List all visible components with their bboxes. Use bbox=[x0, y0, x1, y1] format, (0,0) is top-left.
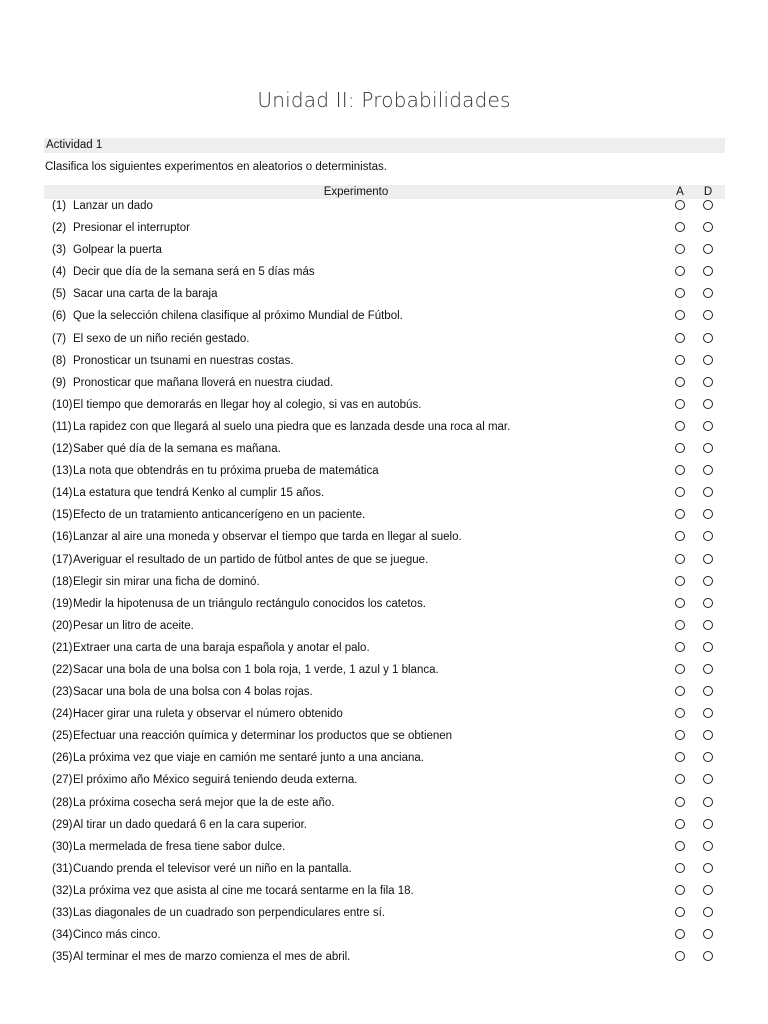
experiment-text: Decir que día de la semana será en 5 días más bbox=[73, 266, 315, 279]
experiment-row bbox=[44, 442, 725, 464]
table-header bbox=[44, 185, 725, 199]
experiment-text: Pesar un litro de aceite. bbox=[73, 619, 194, 632]
radio-determinista[interactable] bbox=[703, 310, 713, 320]
radio-aleatorio[interactable] bbox=[675, 774, 685, 784]
experiment-row bbox=[44, 508, 725, 530]
experiment-number: (14) bbox=[52, 487, 73, 500]
experiment-text: Averiguar el resultado de un partido de fútbol antes de que se juegue. bbox=[73, 553, 429, 566]
experiment-row bbox=[44, 685, 725, 707]
radio-aleatorio[interactable] bbox=[675, 929, 685, 939]
experiment-text: La mermelada de fresa tiene sabor dulce. bbox=[73, 840, 286, 853]
experiment-number: (11) bbox=[52, 420, 72, 433]
experiment-row bbox=[44, 840, 725, 862]
experiment-row bbox=[44, 287, 725, 309]
experiment-text: Golpear la puerta bbox=[73, 244, 162, 257]
experiment-list bbox=[44, 199, 725, 972]
radio-aleatorio[interactable] bbox=[675, 443, 685, 453]
header-d: D bbox=[703, 186, 713, 198]
radio-determinista[interactable] bbox=[703, 443, 713, 453]
experiment-text: Efecto de un tratamiento anticancerígeno en un paciente. bbox=[73, 509, 366, 522]
radio-aleatorio[interactable] bbox=[675, 752, 685, 762]
radio-determinista[interactable] bbox=[703, 465, 713, 475]
experiment-text: La próxima vez que asista al cine me tocará sentarme en la fila 18. bbox=[73, 884, 414, 897]
experiment-text: Saber qué día de la semana es mañana. bbox=[73, 443, 281, 456]
experiment-row bbox=[44, 597, 725, 619]
experiment-text: Pronosticar que mañana lloverá en nuestra ciudad. bbox=[73, 376, 334, 389]
header-experiment: Experimento bbox=[323, 186, 389, 198]
radio-aleatorio[interactable] bbox=[675, 951, 685, 961]
experiment-text: Cuando prenda el televisor veré un niño en la pantalla. bbox=[73, 862, 352, 875]
radio-determinista[interactable] bbox=[703, 642, 713, 652]
instruction-text: Clasifica los siguientes experimentos en aleatorios o deterministas. bbox=[45, 161, 387, 173]
activity-heading: Actividad 1 bbox=[44, 138, 725, 153]
radio-determinista[interactable] bbox=[703, 244, 713, 254]
experiment-text: Extraer una carta de una baraja española y anotar el palo. bbox=[73, 641, 370, 654]
experiment-number: (4) bbox=[52, 266, 67, 279]
experiment-number: (2) bbox=[52, 222, 67, 235]
radio-aleatorio[interactable] bbox=[675, 200, 685, 210]
experiment-number: (34) bbox=[52, 929, 73, 942]
experiment-text: Lanzar un dado bbox=[73, 200, 153, 212]
experiment-row bbox=[44, 243, 725, 265]
experiment-text: El próximo año México seguirá teniendo deuda externa. bbox=[73, 774, 358, 787]
experiment-text: Que la selección chilena clasifique al próximo Mundial de Fútbol. bbox=[73, 310, 403, 323]
experiment-row bbox=[44, 265, 725, 287]
experiment-row bbox=[44, 575, 725, 597]
experiment-text: Pronosticar un tsunami en nuestras costas. bbox=[73, 354, 294, 367]
experiment-text: Las diagonales de un cuadrado son perpendiculares entre sí. bbox=[73, 907, 385, 919]
experiment-text: La próxima cosecha será mejor que la de este año. bbox=[73, 796, 335, 809]
experiment-text: Medir la hipotenusa de un triángulo rectángulo conocidos los catetos. bbox=[73, 597, 426, 610]
experiment-text: La estatura que tendrá Kenko al cumplir 15 años. bbox=[73, 487, 325, 500]
experiment-row bbox=[44, 199, 725, 221]
radio-aleatorio[interactable] bbox=[675, 333, 685, 343]
radio-aleatorio[interactable] bbox=[675, 355, 685, 365]
experiment-text: Hacer girar una ruleta y observar el número obtenido bbox=[73, 708, 343, 721]
experiment-row bbox=[44, 884, 725, 906]
radio-aleatorio[interactable] bbox=[675, 664, 685, 674]
experiment-number: (12) bbox=[52, 443, 73, 456]
radio-determinista[interactable] bbox=[703, 288, 713, 298]
experiment-number: (19) bbox=[52, 597, 73, 610]
experiment-number: (22) bbox=[52, 663, 73, 676]
radio-aleatorio[interactable] bbox=[675, 885, 685, 895]
experiment-number: (17) bbox=[52, 553, 73, 566]
experiment-row bbox=[44, 818, 725, 840]
experiment-row bbox=[44, 332, 725, 354]
radio-determinista[interactable] bbox=[703, 333, 713, 343]
radio-aleatorio[interactable] bbox=[675, 730, 685, 740]
experiment-row bbox=[44, 928, 725, 950]
experiment-row bbox=[44, 464, 725, 486]
radio-determinista[interactable] bbox=[703, 730, 713, 740]
radio-aleatorio[interactable] bbox=[675, 487, 685, 497]
radio-aleatorio[interactable] bbox=[675, 708, 685, 718]
experiment-number: (13) bbox=[52, 465, 73, 478]
experiment-number: (26) bbox=[52, 752, 73, 765]
experiment-number: (10) bbox=[52, 398, 73, 411]
radio-aleatorio[interactable] bbox=[675, 686, 685, 696]
radio-aleatorio[interactable] bbox=[675, 531, 685, 541]
radio-aleatorio[interactable] bbox=[675, 642, 685, 652]
radio-aleatorio[interactable] bbox=[675, 841, 685, 851]
experiment-text: Sacar una bola de una bolsa con 4 bolas rojas. bbox=[73, 686, 313, 699]
radio-determinista[interactable] bbox=[703, 421, 713, 431]
radio-determinista[interactable] bbox=[703, 885, 713, 895]
experiment-row bbox=[44, 420, 725, 442]
experiment-row bbox=[44, 398, 725, 420]
radio-aleatorio[interactable] bbox=[675, 620, 685, 630]
experiment-row bbox=[44, 354, 725, 376]
experiment-text: La nota que obtendrás en tu próxima prueba de matemática bbox=[73, 465, 379, 478]
radio-determinista[interactable] bbox=[703, 797, 713, 807]
radio-determinista[interactable] bbox=[703, 487, 713, 497]
experiment-row bbox=[44, 796, 725, 818]
radio-determinista[interactable] bbox=[703, 509, 713, 519]
radio-determinista[interactable] bbox=[703, 200, 713, 210]
radio-determinista[interactable] bbox=[703, 752, 713, 762]
radio-determinista[interactable] bbox=[703, 598, 713, 608]
radio-aleatorio[interactable] bbox=[675, 819, 685, 829]
radio-determinista[interactable] bbox=[703, 377, 713, 387]
experiment-text: El tiempo que demorarás en llegar hoy al colegio, si vas en autobús. bbox=[73, 398, 422, 411]
radio-determinista[interactable] bbox=[703, 554, 713, 564]
experiment-number: (1) bbox=[52, 200, 67, 212]
experiment-text: Elegir sin mirar una ficha de dominó. bbox=[73, 575, 260, 588]
experiment-text: Sacar una carta de la baraja bbox=[73, 288, 218, 301]
experiment-text: Presionar el interruptor bbox=[73, 222, 190, 235]
experiment-number: (32) bbox=[52, 884, 73, 897]
experiment-text: Cinco más cinco. bbox=[73, 929, 161, 942]
experiment-text: El sexo de un niño recién gestado. bbox=[73, 332, 250, 345]
radio-determinista[interactable] bbox=[703, 708, 713, 718]
radio-aleatorio[interactable] bbox=[675, 288, 685, 298]
experiment-text: La próxima vez que viaje en camión me sentaré junto a una anciana. bbox=[73, 752, 424, 765]
experiment-number: (23) bbox=[52, 686, 73, 699]
experiment-text: Efectuar una reacción química y determinar los productos que se obtienen bbox=[73, 730, 453, 743]
experiment-text: La rapidez con que llegará al suelo una piedra que es lanzada desde una roca al mar. bbox=[73, 420, 511, 433]
experiment-number: (33) bbox=[52, 907, 73, 919]
experiment-row bbox=[44, 221, 725, 243]
experiment-row bbox=[44, 553, 725, 575]
radio-determinista[interactable] bbox=[703, 620, 713, 630]
radio-aleatorio[interactable] bbox=[675, 377, 685, 387]
experiment-number: (24) bbox=[52, 708, 73, 721]
radio-determinista[interactable] bbox=[703, 863, 713, 873]
experiment-number: (21) bbox=[52, 641, 73, 654]
experiment-row bbox=[44, 906, 725, 928]
experiment-number: (20) bbox=[52, 619, 73, 632]
experiment-number: (7) bbox=[52, 332, 67, 345]
radio-determinista[interactable] bbox=[703, 222, 713, 232]
experiment-text: Lanzar al aire una moneda y observar el tiempo que tarda en llegar al suelo. bbox=[73, 531, 462, 544]
experiment-text: Al terminar el mes de marzo comienza el mes de abril. bbox=[73, 951, 351, 964]
experiment-row bbox=[44, 729, 725, 751]
experiment-number: (27) bbox=[52, 774, 73, 787]
radio-determinista[interactable] bbox=[703, 686, 713, 696]
radio-determinista[interactable] bbox=[703, 841, 713, 851]
radio-determinista[interactable] bbox=[703, 951, 713, 961]
experiment-row bbox=[44, 751, 725, 773]
experiment-row bbox=[44, 641, 725, 663]
experiment-number: (28) bbox=[52, 796, 73, 809]
experiment-number: (30) bbox=[52, 840, 73, 853]
radio-aleatorio[interactable] bbox=[675, 421, 685, 431]
radio-determinista[interactable] bbox=[703, 399, 713, 409]
experiment-text: Sacar una bola de una bolsa con 1 bola roja, 1 verde, 1 azul y 1 blanca. bbox=[73, 663, 439, 676]
radio-aleatorio[interactable] bbox=[675, 598, 685, 608]
experiment-row bbox=[44, 773, 725, 795]
experiment-number: (31) bbox=[52, 862, 73, 875]
experiment-number: (5) bbox=[52, 288, 67, 301]
experiment-number: (29) bbox=[52, 818, 73, 831]
experiment-row bbox=[44, 309, 725, 331]
radio-aleatorio[interactable] bbox=[675, 244, 685, 254]
experiment-number: (18) bbox=[52, 575, 73, 588]
experiment-row bbox=[44, 376, 725, 398]
experiment-number: (6) bbox=[52, 310, 67, 323]
radio-aleatorio[interactable] bbox=[675, 266, 685, 276]
experiment-row bbox=[44, 950, 725, 972]
radio-aleatorio[interactable] bbox=[675, 465, 685, 475]
radio-determinista[interactable] bbox=[703, 664, 713, 674]
experiment-number: (8) bbox=[52, 354, 67, 367]
radio-aleatorio[interactable] bbox=[675, 399, 685, 409]
experiment-number: (16) bbox=[52, 531, 73, 544]
radio-determinista[interactable] bbox=[703, 266, 713, 276]
radio-aleatorio[interactable] bbox=[675, 576, 685, 586]
experiment-number: (9) bbox=[52, 376, 67, 389]
experiment-row bbox=[44, 707, 725, 729]
radio-aleatorio[interactable] bbox=[675, 554, 685, 564]
experiment-row bbox=[44, 486, 725, 508]
radio-aleatorio[interactable] bbox=[675, 907, 685, 917]
radio-determinista[interactable] bbox=[703, 929, 713, 939]
experiment-number: (25) bbox=[52, 730, 73, 743]
experiment-number: (35) bbox=[52, 951, 73, 964]
radio-aleatorio[interactable] bbox=[675, 509, 685, 519]
experiment-number: (15) bbox=[52, 509, 73, 522]
radio-aleatorio[interactable] bbox=[675, 797, 685, 807]
radio-determinista[interactable] bbox=[703, 819, 713, 829]
experiment-number: (3) bbox=[52, 244, 67, 257]
experiment-row bbox=[44, 619, 725, 641]
experiment-row bbox=[44, 663, 725, 685]
radio-determinista[interactable] bbox=[703, 576, 713, 586]
radio-determinista[interactable] bbox=[703, 774, 713, 784]
radio-determinista[interactable] bbox=[703, 907, 713, 917]
radio-aleatorio[interactable] bbox=[675, 310, 685, 320]
page-title: Unidad II: Probabilidades bbox=[257, 88, 511, 112]
experiment-row bbox=[44, 862, 725, 884]
header-a: A bbox=[676, 186, 684, 198]
radio-determinista[interactable] bbox=[703, 531, 713, 541]
experiment-row bbox=[44, 530, 725, 552]
radio-determinista[interactable] bbox=[703, 355, 713, 365]
radio-aleatorio[interactable] bbox=[675, 863, 685, 873]
experiment-text: Al tirar un dado quedará 6 en la cara superior. bbox=[73, 818, 307, 831]
radio-aleatorio[interactable] bbox=[675, 222, 685, 232]
